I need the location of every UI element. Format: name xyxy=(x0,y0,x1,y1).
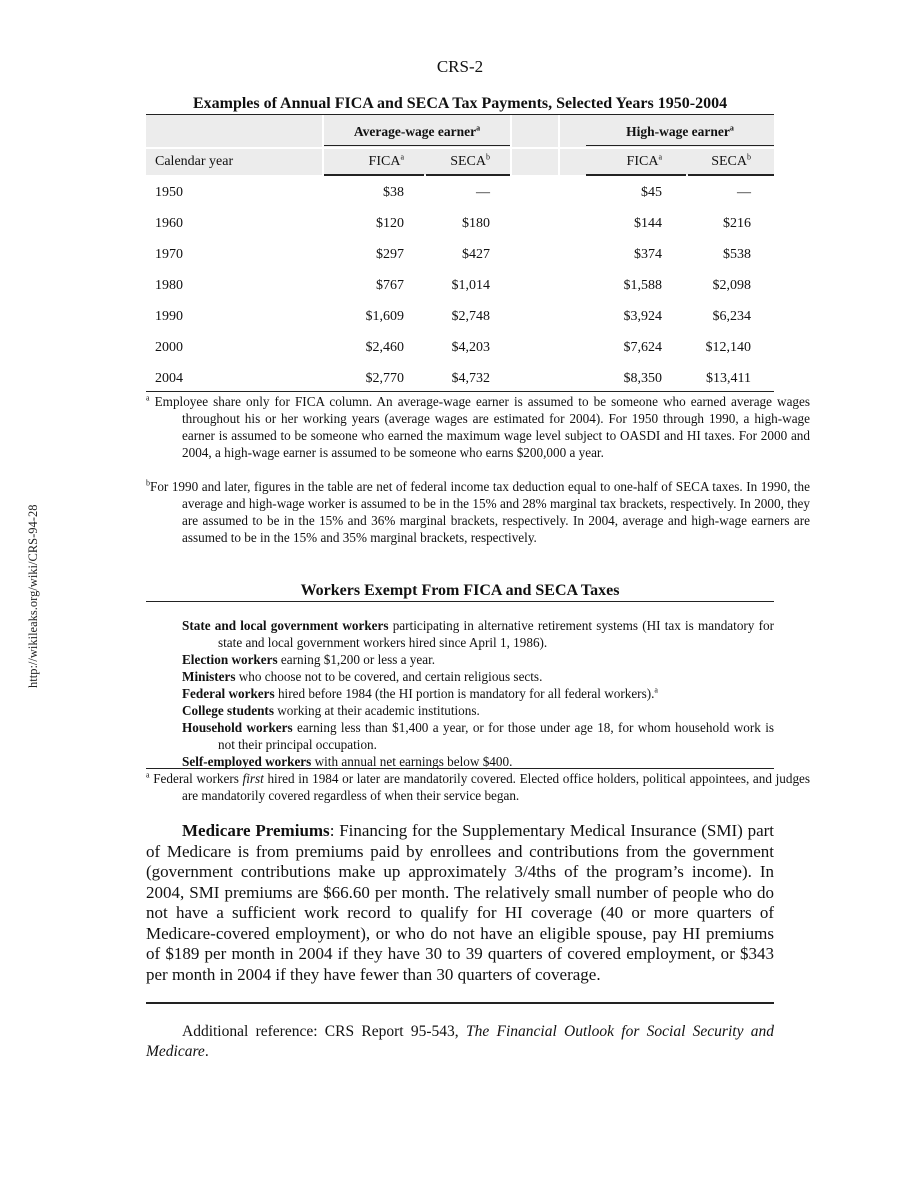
cell-high-seca: $216 xyxy=(723,216,751,231)
col-rule-high-fica xyxy=(586,174,686,176)
cell-high-fica: $374 xyxy=(634,247,662,262)
cell-high-fica: $3,924 xyxy=(623,309,662,324)
group-header-average: Average-wage earner$^a$ xyxy=(353,123,481,139)
list-item: Household workers earning less than $1,400 a year, or for those under age 18, for whom household work is not their principal occupation. xyxy=(182,720,774,752)
cell-avg-fica: $297 xyxy=(376,247,404,262)
cell-avg-seca: $1,014 xyxy=(451,278,490,293)
list-item: Self-employed workers with annual net earnings below $400. xyxy=(182,754,513,769)
cell-avg-seca: $427 xyxy=(462,247,490,262)
side-url-watermark[interactable]: http://wikileaks.org/wiki/CRS-94-28 xyxy=(26,504,40,688)
cell-year: 1980 xyxy=(155,278,183,293)
list-item: Ministers who choose not to be covered, and certain religious sects. xyxy=(182,669,543,684)
cell-avg-seca: $4,203 xyxy=(451,340,490,355)
cell-high-fica: $45 xyxy=(641,185,662,200)
list-item: Federal workers hired before 1984 (the HI portion is mandatory for all federal workers).$^a$ xyxy=(182,685,658,701)
section-title-exempt: Workers Exempt From FICA and SECA Taxes xyxy=(300,582,620,599)
list-item: State and local government workers participating in alternative retirement systems (HI tax is mandatory for state and local government workers hired since April 1, 1986). xyxy=(182,618,774,650)
col-header-year: Calendar year xyxy=(155,154,234,169)
col-rule-avg-fica xyxy=(324,174,424,176)
table-row xyxy=(146,371,774,391)
col-header-avg-seca: SECA$^b$ xyxy=(450,152,490,169)
col-header-high-fica: FICA$^a$ xyxy=(626,152,662,169)
cell-avg-fica: $767 xyxy=(376,278,404,293)
col-rule-avg-seca xyxy=(426,174,510,176)
medicare-heading: Medicare Premiums xyxy=(182,821,330,840)
table-note-b: $^b$For 1990 and later, figures in the table are net of federal income tax deduction equal to one-half of SECA taxes. In 1990, the average and high-wage worker is assumed to be in the 15% and 28% marginal tax brackets, respectively. In 2000, they are assumed to be in the 15% and 36% marginal brackets, respectively. In 2004, average and high-wage earners are assumed to be in the 15% and 35% marginal brackets, respectively. xyxy=(146,478,810,545)
col-header-avg-fica: FICA$^a$ xyxy=(368,152,404,169)
group-rule-high xyxy=(586,145,774,146)
cell-high-seca: $13,411 xyxy=(706,371,751,386)
cell-avg-fica: $1,609 xyxy=(365,309,404,324)
cell-high-fica: $7,624 xyxy=(623,340,662,355)
list-item: College students working at their academic institutions. xyxy=(182,703,480,718)
medicare-paragraph: Medicare Premiums: Financing for the Supplementary Medical Insurance (SMI) part of Medicare is from premiums paid by enrollees and contributions from the government (government contributions make up approximately 3/4ths of the program’s income). In 2004, SMI premiums are $66.60 per month. The relatively small number of people who do not have a sufficient work record to qualify for HI coverage (40 or more quarters of Medicare-covered employment), or who do not have an eligible spouse, pay HI premiums of $189 per month in 2004 if they have 30 to 39 quarters of covered employment, or $343 per month in 2004 if they have fewer than 30 quarters of coverage. xyxy=(146,821,775,984)
cell-year: 2004 xyxy=(155,371,183,386)
table-row xyxy=(146,278,774,298)
cell-avg-seca: $180 xyxy=(462,216,490,231)
additional-reference: Additional reference: CRS Report 95-543, The Financial Outlook for Social Security and Medicare. xyxy=(146,1023,774,1060)
cell-avg-fica: $38 xyxy=(383,185,404,200)
col-rule-high-seca xyxy=(688,174,774,176)
col-header-high-seca: SECA$^b$ xyxy=(711,152,751,169)
cell-high-seca: — xyxy=(737,185,751,200)
group-rule-average xyxy=(324,145,510,146)
cell-high-seca: $2,098 xyxy=(712,278,751,293)
list-item: Election workers earning $1,200 or less a year. xyxy=(182,652,436,667)
table-row xyxy=(146,309,774,329)
cell-avg-fica: $120 xyxy=(376,216,404,231)
cell-avg-fica: $2,460 xyxy=(365,340,404,355)
cell-year: 1950 xyxy=(155,185,183,200)
footer-rule xyxy=(146,1002,774,1004)
page-header: CRS-2 xyxy=(436,57,484,76)
cell-year: 2000 xyxy=(155,340,183,355)
cell-avg-fica: $2,770 xyxy=(365,371,404,386)
reference-title: The Financial Outlook for Social Security and Medicare xyxy=(146,1023,774,1060)
exempt-note-a: $^a$ Federal workers first hired in 1984 or later are mandatorily covered. Elected office holders, political appointees, and judges are mandatorily covered regardless of when their service began. xyxy=(146,770,811,803)
exempt-list xyxy=(182,617,774,770)
cell-avg-seca: $4,732 xyxy=(451,371,490,386)
table-row xyxy=(146,185,774,205)
cell-high-seca: $538 xyxy=(723,247,751,262)
cell-high-fica: $1,588 xyxy=(623,278,662,293)
table-title: Examples of Annual FICA and SECA Tax Payments, Selected Years 1950-2004 xyxy=(192,95,728,112)
cell-avg-seca: $2,748 xyxy=(451,309,490,324)
section-title-rule xyxy=(146,601,774,602)
group-header-high: High-wage earner$^a$ xyxy=(626,123,734,139)
cell-year: 1960 xyxy=(155,216,183,231)
cell-high-seca: $6,234 xyxy=(712,309,751,324)
table-row xyxy=(146,216,774,236)
table-bottom-rule xyxy=(146,391,774,392)
cell-year: 1970 xyxy=(155,247,183,262)
table-note-a: $^a$ Employee share only for FICA column. An average-wage earner is assumed to be someone who earned average wages throughout his or her working years (average wages are estimated for 2004). For 1950 through 1990, a high-wage earner is assumed to be someone who earned the maximum wage level subject to OASDI and HI taxes. For 2000 and 2004, a high-wage earner is assumed to be someone who earns $200,000 a year. xyxy=(146,393,811,460)
table-row xyxy=(146,340,774,360)
cell-year: 1990 xyxy=(155,309,183,324)
table-row xyxy=(146,247,774,267)
cell-high-fica: $8,350 xyxy=(623,371,662,386)
cell-high-fica: $144 xyxy=(634,216,662,231)
exempt-bottom-rule xyxy=(146,768,774,769)
cell-avg-seca: — xyxy=(476,185,490,200)
cell-high-seca: $12,140 xyxy=(705,340,751,355)
